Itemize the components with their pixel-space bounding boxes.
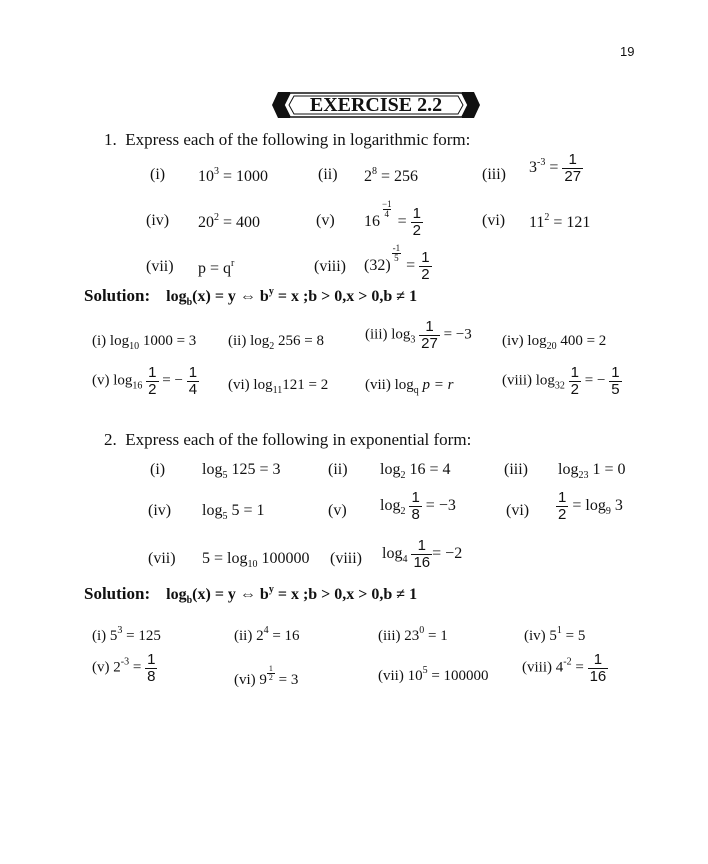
q2-item-ii: $\log_2 16 = 4$ — [380, 461, 451, 481]
a2-item-vii: (vii) $10^5 = 100000$ — [378, 665, 489, 684]
q1-label-viii: (viii) — [314, 258, 346, 275]
question-1 — [104, 130, 470, 150]
q1-label-i: (i) — [150, 166, 166, 183]
q1-item-vi: $11^2 = 121$ — [529, 212, 591, 231]
a2-item-i: (i) $5^3 = 125$ — [92, 625, 161, 644]
q2-item-i: $\log_5 125 = 3$ — [202, 461, 281, 481]
q1-item-i: $10^3 = 1000$ — [198, 166, 269, 185]
q2-label-i: (i) — [150, 461, 166, 478]
question-2 — [104, 430, 471, 450]
solution-label: Solution: — [84, 584, 151, 603]
q1-label-vi: (vi) — [482, 212, 506, 229]
a2-item-viii: (viii) $4^{-2}$ = $\frac{1}{16}$ — [522, 651, 607, 685]
q2-item-vii: $5 = \log_{10} 100000$ — [202, 550, 310, 570]
a1-item-ii: (ii) $\log_2 256 = 8$ — [228, 333, 324, 352]
q1-label-v: (v) — [316, 212, 335, 229]
q2-item-iii: $\log_{23} 1 = 0$ — [558, 461, 626, 481]
q2-label-viii: (viii) — [330, 550, 362, 567]
solution-formula: $\log_b(x) = y$ ⇔ $b^y = x$ ;b > 0,x > 0,b ≠ 1 — [166, 286, 418, 308]
q2-label-vii: (vii) — [148, 550, 176, 567]
question-prompt: Express each of the following in logarithmic form: — [125, 130, 471, 149]
q1-label-vii: (vii) — [146, 258, 174, 275]
q2-label-iii: (iii) — [504, 461, 528, 478]
a2-item-iv: (iv) $5^1 = 5$ — [524, 625, 586, 644]
q2-item-viii: $\log_4$ $\frac{1}{16}$ = −2 — [382, 537, 463, 571]
question-number: 2. — [104, 430, 117, 449]
q1-label-iii: (iii) — [482, 166, 506, 183]
q1-label-ii: (ii) — [318, 166, 338, 183]
q1-item-v: 16 $\frac{-1}{4}$ = $\frac{1}{2}$ — [364, 199, 421, 239]
q1-item-viii: (32) $\frac{-1}{5}$ = $\frac{1}{2}$ — [364, 243, 430, 283]
q2-label-v: (v) — [328, 502, 347, 519]
a1-item-vi: (vi) $\log_{11}121 = 2$ — [228, 377, 329, 396]
q1-item-iv: $20^2 = 400$ — [198, 212, 261, 231]
question-number: 1. — [104, 130, 117, 149]
a1-item-i: (i) $\log_{10} 1000 = 3$ — [92, 333, 197, 352]
q1-item-vii: $p = q^r$ — [198, 258, 235, 277]
solution-1 — [84, 286, 417, 308]
a2-item-ii: (ii) $2^4 = 16$ — [234, 625, 300, 644]
question-prompt: Express each of the following in exponential form: — [125, 430, 472, 449]
solution-2 — [84, 584, 417, 606]
a1-item-viii: (viii) $\log_{32}$ $\frac{1}{2}$ = − $\frac{1}{5}$ — [502, 364, 620, 398]
q2-label-vi: (vi) — [506, 502, 530, 519]
q1-item-ii: $2^8 = 256$ — [364, 166, 419, 185]
a1-item-iv: (iv) $\log_{20} 400 = 2$ — [502, 333, 607, 352]
solution-label: Solution: — [84, 286, 151, 305]
a1-item-v: (v) $\log_{16}$ $\frac{1}{2}$ = − $\frac{1}{4}$ — [92, 364, 198, 398]
a1-item-vii: (vii) $\log_q p = r$ — [365, 377, 454, 396]
q2-label-iv: (iv) — [148, 502, 172, 519]
solution-formula: $\log_b(x) = y$ ⇔ $b^y = x$ ;b > 0,x > 0,b ≠ 1 — [166, 584, 418, 606]
q2-item-vi: $\frac{1}{2}$ = $\log_9 3$ — [558, 489, 623, 523]
a1-item-iii: (iii) $\log_3$ $\frac{1}{27}$ = −3 — [365, 318, 472, 352]
q1-item-iii: $3^{-3}$ = $\frac{1}{27}$ — [529, 151, 582, 185]
q1-label-iv: (iv) — [146, 212, 170, 229]
exercise-banner — [270, 91, 482, 119]
q2-item-iv: $\log_5 5 = 1$ — [202, 502, 265, 522]
page-number: 19 — [620, 44, 635, 59]
exercise-title: EXERCISE 2.2 — [309, 94, 443, 116]
q2-item-v: $\log_2$ $\frac{1}{8}$ = −3 — [380, 489, 456, 523]
a2-item-vi: (vi) 9 $\frac{1}{2}$ = 3 — [234, 664, 299, 688]
a2-item-v: (v) $2^{-3}$ = $\frac{1}{8}$ — [92, 651, 156, 685]
a2-item-iii: (iii) $23^0 = 1$ — [378, 625, 448, 644]
q2-label-ii: (ii) — [328, 461, 348, 478]
